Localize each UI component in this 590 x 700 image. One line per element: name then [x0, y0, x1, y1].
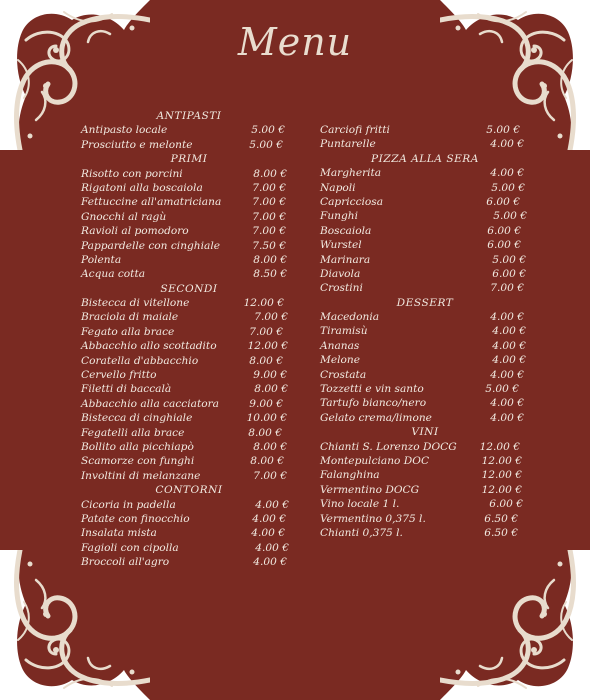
menu-item	[81, 195, 291, 209]
menu-item-price: 6.00 €	[487, 239, 521, 252]
menu-item-name: Vino locale 1 l.	[320, 498, 400, 511]
menu-item	[320, 483, 530, 497]
menu-item	[81, 498, 291, 512]
menu-item-price: 8.00 €	[249, 354, 283, 367]
menu-item-price: 5.00 €	[491, 181, 525, 194]
menu-item-name: Tartufo bianco/nero	[320, 397, 427, 410]
menu-item	[320, 440, 530, 454]
menu-item	[81, 411, 291, 425]
menu-item-price: 12.00 €	[481, 483, 522, 496]
menu-item-name: Bistecca di cinghiale	[81, 412, 193, 425]
menu-item-name: Ravioli al pomodoro	[81, 225, 189, 238]
menu-item-name: Fagioli con cipolla	[81, 541, 179, 554]
menu-item-name: Bistecca di vitellone	[81, 297, 190, 310]
section-heading: CONTORNI	[155, 484, 223, 497]
menu-item	[81, 253, 291, 267]
menu-item-price: 4.00 €	[490, 368, 524, 381]
menu-item-name: Coratella d'abbacchio	[81, 354, 199, 367]
menu-title: Menu	[237, 20, 353, 64]
menu-item	[320, 339, 530, 353]
menu-item-price: 6.00 €	[486, 195, 520, 208]
menu-item-price: 4.00 €	[490, 138, 524, 151]
menu-item-price: 12.00 €	[479, 440, 520, 453]
menu-item-name: Napoli	[320, 181, 356, 194]
menu-item-name: Vermentino 0,375 l.	[320, 512, 426, 525]
menu-item-name: Boscaiola	[320, 224, 372, 237]
menu-item-name: Broccoli all'agro	[81, 556, 170, 569]
menu-item-name: Fegato alla brace	[81, 325, 175, 338]
menu-item-price: 4.00 €	[490, 411, 524, 424]
menu-item-name: Puntarelle	[320, 138, 376, 151]
menu-item-price: 6.50 €	[484, 526, 518, 539]
menu-item-name: Gnocchi al ragù	[81, 210, 167, 223]
menu-item	[320, 267, 530, 281]
menu-item-name: Patate con finocchio	[81, 512, 190, 525]
menu-item-price: 8.50 €	[253, 268, 287, 281]
menu-item-name: Funghi	[320, 210, 358, 223]
menu-item	[81, 526, 291, 540]
menu-item-price: 5.00 €	[492, 253, 526, 266]
menu-item-price: 5.00 €	[493, 210, 527, 223]
menu-item-price: 12.00 €	[243, 297, 284, 310]
menu-item-name: Crostata	[320, 368, 367, 381]
menu-item	[81, 267, 291, 281]
menu-item-name: Rigatoni alla boscaiola	[81, 181, 203, 194]
menu-item-name: Wurstel	[320, 239, 362, 252]
scroll-ornament-icon	[0, 550, 150, 700]
menu-item	[320, 238, 530, 252]
menu-item-price: 4.00 €	[492, 354, 526, 367]
ornament-bottom-left	[0, 550, 150, 700]
menu-item-name: Abbacchio allo scottadito	[81, 340, 217, 353]
menu-item	[320, 497, 530, 511]
menu-item-name: Marinara	[320, 253, 371, 266]
menu-item	[320, 368, 530, 382]
ornament-bottom-right	[440, 550, 590, 700]
menu-item-name: Macedonia	[320, 311, 380, 324]
menu-item-price: 4.00 €	[490, 167, 524, 180]
menu-item-price: 4.00 €	[253, 556, 287, 569]
menu-item-price: 12.00 €	[247, 340, 288, 353]
menu-item-price: 4.00 €	[255, 541, 289, 554]
menu-item	[320, 310, 530, 324]
menu-item	[320, 137, 530, 151]
menu-item-price: 9.00 €	[253, 369, 287, 382]
menu-item	[320, 166, 530, 180]
menu-item-name: Insalata mista	[81, 527, 157, 540]
menu-item	[320, 454, 530, 468]
menu-item-price: 7.00 €	[254, 311, 288, 324]
menu-item-name: Gelato crema/limone	[320, 411, 432, 424]
menu-item-name: Falanghina	[320, 469, 380, 482]
menu-item	[320, 253, 530, 267]
menu-item	[81, 440, 291, 454]
menu-item	[81, 382, 291, 396]
menu-item	[81, 469, 291, 483]
menu-item-price: 8.00 €	[253, 167, 287, 180]
menu-item-name: Abbacchio alla cacciatora	[81, 397, 219, 410]
menu-item	[320, 181, 530, 195]
menu-item	[81, 397, 291, 411]
menu-item-price: 4.00 €	[252, 512, 286, 525]
menu-item-price: 8.00 €	[253, 440, 287, 453]
menu-item-name: Pappardelle con cinghiale	[81, 239, 220, 252]
menu-item-name: Chianti 0,375 l.	[320, 526, 403, 539]
section-heading: ANTIPASTI	[156, 110, 222, 122]
menu-item-name: Cervello fritto	[81, 369, 157, 382]
menu-item-price: 10.00 €	[246, 412, 287, 425]
menu-item-price: 8.00 €	[248, 426, 282, 439]
menu-item-price: 12.00 €	[481, 454, 522, 467]
menu-item-name: Margherita	[320, 167, 382, 180]
menu-item	[320, 512, 530, 526]
menu-item-name: Braciola di maiale	[81, 311, 179, 324]
menu-item-name: Fegatelli alla brace	[81, 426, 185, 439]
menu-item-price: 5.00 €	[249, 138, 283, 151]
menu-item-price: 6.00 €	[487, 224, 521, 237]
menu-item-price: 6.00 €	[489, 498, 523, 511]
menu-item-name: Montepulciano DOC	[320, 454, 430, 467]
menu-item-price: 7.00 €	[490, 282, 524, 295]
menu-item	[320, 411, 530, 425]
menu-column-left	[81, 109, 291, 570]
menu-item	[320, 123, 530, 137]
section-heading: SECONDI	[160, 282, 218, 295]
menu-item-name: Antipasto locale	[81, 124, 168, 137]
menu-item-name: Bollito alla picchiapò	[81, 440, 194, 453]
menu-item-price: 4.00 €	[490, 311, 524, 324]
menu-item	[320, 281, 530, 295]
menu-item-name: Diavola	[320, 267, 361, 280]
menu-item-name: Carciofi fritti	[320, 124, 390, 136]
menu-item	[320, 468, 530, 482]
menu-item	[320, 526, 530, 540]
menu-item	[81, 339, 291, 353]
menu-item-name: Risotto con porcini	[81, 167, 183, 180]
menu-item	[320, 209, 530, 223]
menu-item-name: Tozzetti e vin santo	[320, 383, 424, 396]
menu-item	[81, 210, 291, 224]
menu-item-price: 12.00 €	[481, 469, 522, 482]
menu-item-price: 7.00 €	[249, 325, 283, 338]
menu-item-name: Acqua cotta	[81, 268, 146, 281]
menu-item	[320, 224, 530, 238]
menu-item	[320, 353, 530, 367]
menu-item-price: 5.00 €	[485, 383, 519, 396]
menu-item-price: 4.00 €	[251, 527, 285, 540]
menu-item-name: Fettuccine all'amatriciana	[81, 196, 222, 209]
menu-item-name: Capricciosa	[320, 195, 384, 208]
section-heading: PRIMI	[170, 153, 208, 166]
menu-item	[81, 555, 291, 569]
menu-item-price: 4.00 €	[492, 339, 526, 352]
menu-item-price: 7.00 €	[252, 225, 286, 238]
menu-item	[81, 167, 291, 181]
menu-item-price: 8.00 €	[250, 455, 284, 468]
menu-item-name: Ananas	[320, 339, 360, 352]
menu-item-price: 7.00 €	[252, 210, 286, 223]
menu-item-price: 7.00 €	[252, 181, 286, 194]
section-heading: DESSERT	[396, 296, 454, 309]
menu-item	[81, 325, 291, 339]
menu-item	[81, 181, 291, 195]
menu-item	[81, 296, 291, 310]
menu-item-name: Melone	[320, 354, 360, 367]
section-heading: PIZZA ALLA SERA	[371, 152, 479, 165]
menu-item-price: 6.00 €	[492, 267, 526, 280]
menu-item-price: 4.00 €	[490, 397, 524, 410]
menu-item-price: 5.00 €	[486, 124, 520, 136]
menu-item-name: Polenta	[81, 253, 122, 266]
menu-item-name: Vermentino DOCG	[320, 483, 420, 496]
menu-column-right	[320, 123, 530, 540]
menu-item-name: Tiramisù	[320, 325, 368, 338]
menu-item-price: 7.00 €	[253, 469, 287, 482]
section-heading: VINI	[411, 426, 439, 439]
menu-item	[81, 123, 291, 137]
menu-item	[320, 324, 530, 338]
menu-item	[81, 310, 291, 324]
menu-item	[81, 512, 291, 526]
menu-item-price: 4.00 €	[255, 498, 289, 511]
menu-item-name: Filetti di baccalà	[81, 383, 172, 396]
menu-item	[320, 195, 530, 209]
menu-item-price: 8.00 €	[253, 253, 287, 266]
menu-item-name: Cicoria in padella	[81, 498, 176, 511]
menu-item	[81, 426, 291, 440]
menu-item-price: 7.50 €	[252, 239, 286, 252]
menu-item-name: Involtini di melanzane	[81, 469, 201, 482]
menu-item-price: 4.00 €	[492, 325, 526, 338]
menu-item-price: 8.00 €	[254, 383, 288, 396]
menu-item-name: Prosciutto e melonte	[81, 138, 193, 151]
menu-item	[81, 454, 291, 468]
menu-item-price: 9.00 €	[249, 397, 283, 410]
menu-item-price: 5.00 €	[251, 124, 285, 137]
menu-item	[81, 138, 291, 152]
menu-item-price: 6.50 €	[484, 512, 518, 525]
menu-item-price: 7.00 €	[252, 196, 286, 209]
menu-item	[320, 382, 530, 396]
menu-item	[81, 239, 291, 253]
menu-item	[81, 368, 291, 382]
menu-item-name: Scamorze con funghi	[81, 455, 195, 468]
scroll-ornament-icon	[440, 550, 590, 700]
menu-item	[320, 396, 530, 410]
menu-item-name: Crostini	[320, 282, 363, 295]
menu-item	[81, 354, 291, 368]
menu-item	[81, 224, 291, 238]
menu-item	[81, 541, 291, 555]
menu-item-name: Chianti S. Lorenzo DOCG	[320, 440, 457, 453]
